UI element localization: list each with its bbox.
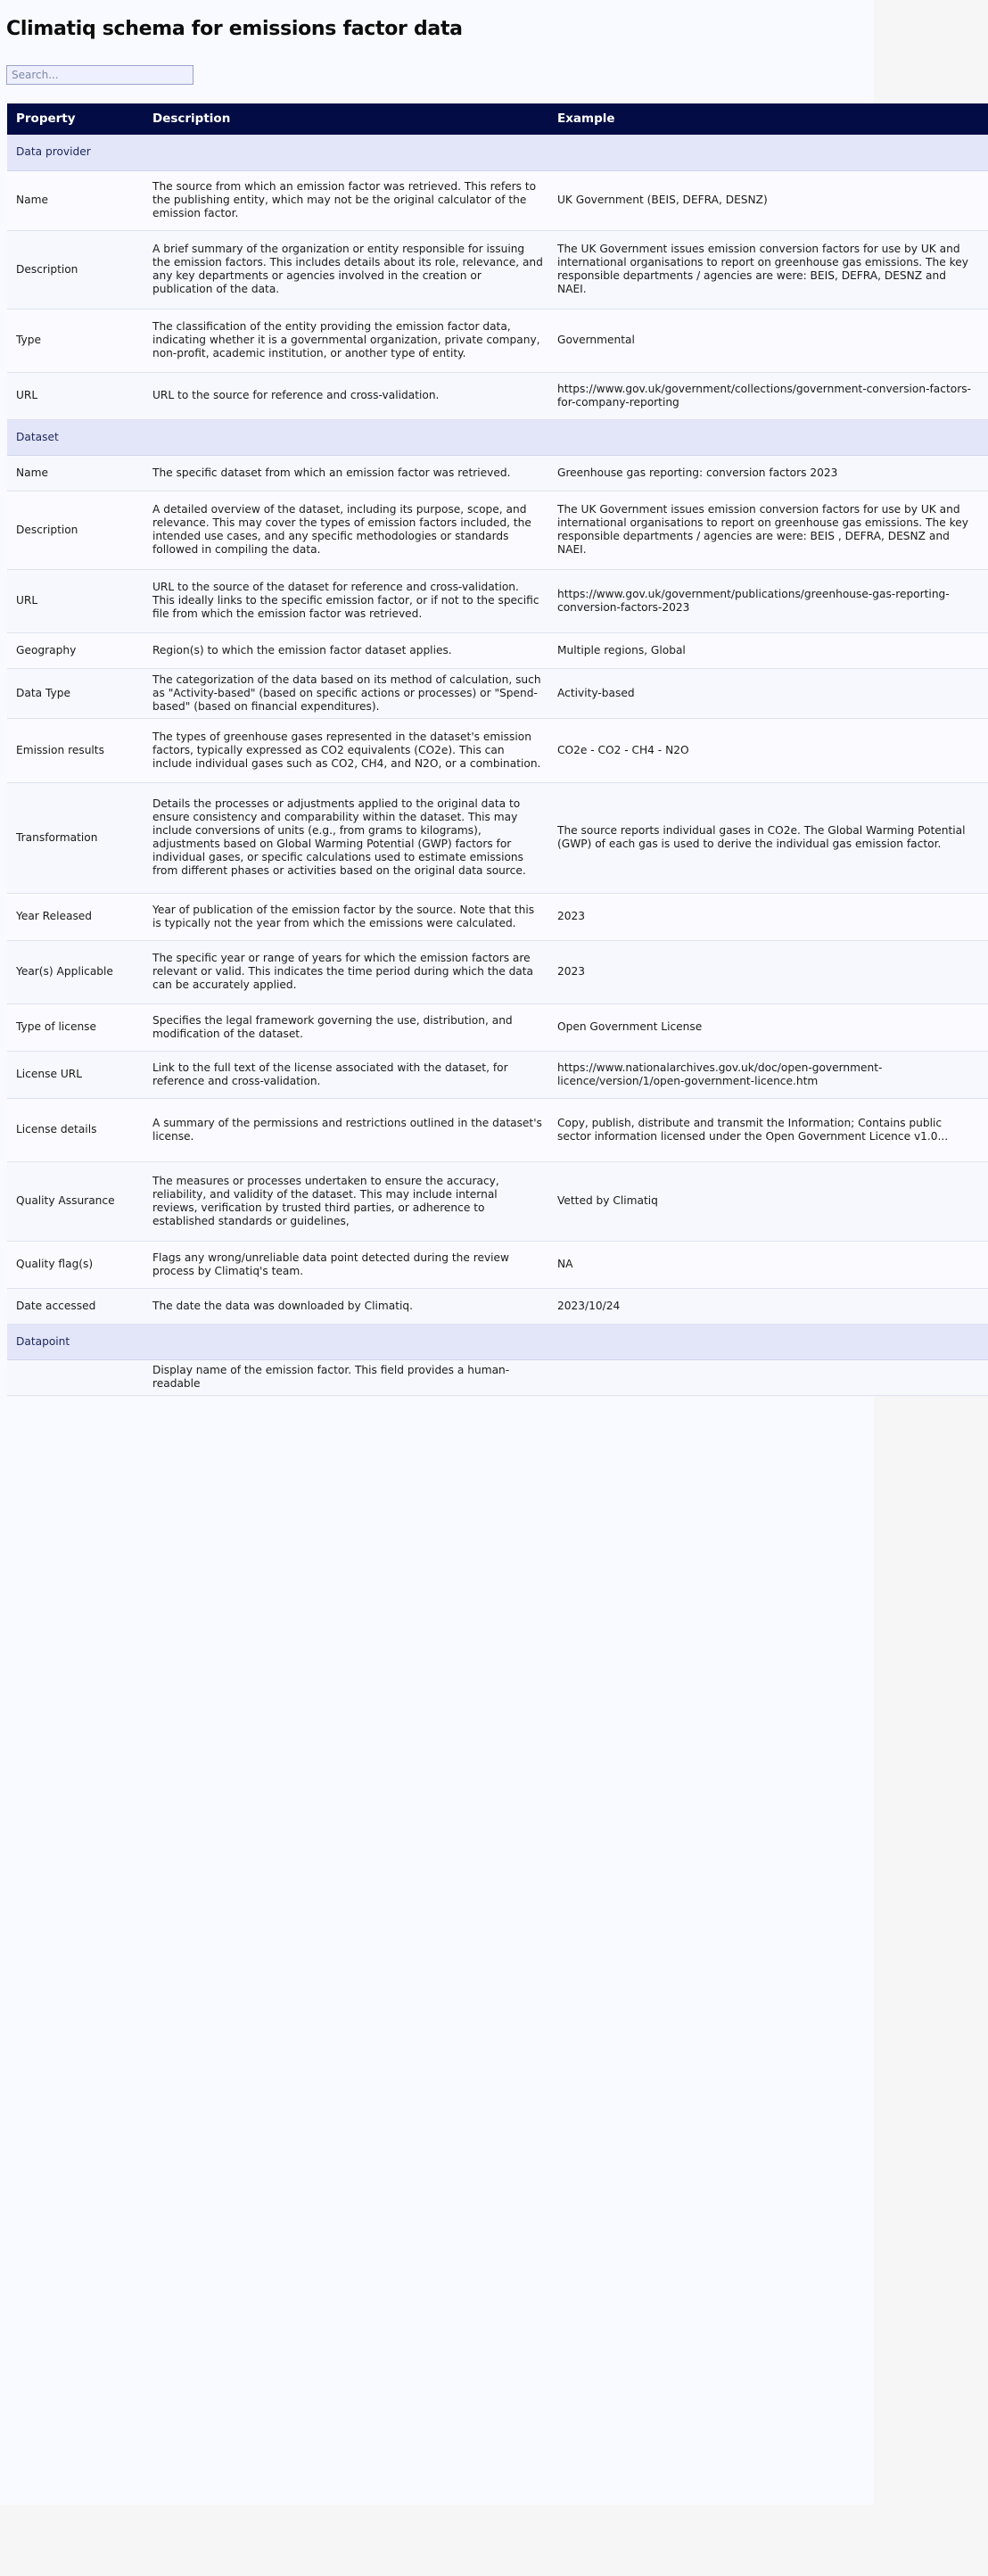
cell-property: Year(s) Applicable <box>7 940 144 1003</box>
cell-description: The specific dataset from which an emission factor was retrieved. <box>144 455 548 491</box>
section-label: Datapoint <box>7 1324 988 1359</box>
cell-description: Display name of the emission factor. This field provides a human-readable <box>144 1359 548 1395</box>
table-row <box>7 230 988 309</box>
cell-example-text: 2023/10/24 <box>557 1299 621 1312</box>
cell-example <box>548 491 988 569</box>
cell-example-text: CO2e - CO2 - CH4 - N2O <box>557 743 689 756</box>
section-header-row <box>7 419 988 455</box>
cell-example <box>548 1098 988 1161</box>
schema-table-container <box>7 103 971 1392</box>
cell-property: URL <box>7 569 144 632</box>
cell-example <box>548 718 988 782</box>
cell-property: Description <box>7 491 144 569</box>
cell-property: Quality Assurance <box>7 1161 144 1241</box>
column-header-description[interactable]: Description <box>144 103 548 135</box>
table-row <box>7 1098 988 1161</box>
cell-example <box>548 372 988 419</box>
cell-description: Year of publication of the emission factor by the source. Note that this is typically not the year from which the emissions were calculated. <box>144 893 548 940</box>
column-header-property[interactable]: Property <box>7 103 144 135</box>
cell-example <box>548 668 988 718</box>
cell-example <box>548 632 988 668</box>
cell-example-text: Vetted by Climatiq <box>557 1194 658 1207</box>
cell-description: URL to the source for reference and cross-validation. <box>144 372 548 419</box>
table-row <box>7 372 988 419</box>
cell-example-text: The UK Government issues emission conversion factors for use by UK and international organisations to report on greenhouse gas emissions. The key responsible departments / agencies are were: BEIS , DEFRA, DESNZ and NAEI. <box>557 503 968 556</box>
cell-property: Quality flag(s) <box>7 1241 144 1288</box>
cell-example-text: Activity-based <box>557 686 635 699</box>
cell-description: The specific year or range of years for which the emission factors are relevant or valid. This indicates the time period during which the data can be accurately applied. <box>144 940 548 1003</box>
cell-example <box>548 1288 988 1324</box>
cell-example-text: https://www.gov.uk/government/publications/greenhouse-gas-reporting-conversion-factors-2023 <box>557 587 950 614</box>
cell-property: Transformation <box>7 782 144 893</box>
cell-property: Name <box>7 170 144 230</box>
cell-property: Name <box>7 455 144 491</box>
cell-example <box>548 230 988 309</box>
cell-example-text: Greenhouse gas reporting: conversion factors 2023 <box>557 466 838 479</box>
cell-description: The source from which an emission factor was retrieved. This refers to the publishing entity, which may not be the original calculator of the emission factor. <box>144 170 548 230</box>
cell-description: URL to the source of the dataset for reference and cross-validation. This ideally links to the specific emission factor, or if not to the specific file from which the emission factor was retrieved. <box>144 569 548 632</box>
cell-example <box>548 569 988 632</box>
cell-example <box>548 782 988 893</box>
table-row <box>7 569 988 632</box>
table-row <box>7 170 988 230</box>
cell-example-text: The source reports individual gases in CO2e. The Global Warming Potential (GWP) of each gas is used to derive the individual gas emission factor. <box>557 824 966 850</box>
cell-description: The types of greenhouse gases represented in the dataset's emission factors, typically expressed as CO2 equivalents (CO2e). This can include individual gases such as CO2, CH4, and N2O, or a combination. <box>144 718 548 782</box>
section-header-row <box>7 1324 988 1359</box>
table-row <box>7 1051 988 1098</box>
table-row <box>7 632 988 668</box>
cell-property: URL <box>7 372 144 419</box>
cell-example <box>548 1241 988 1288</box>
cell-example-text: NA <box>557 1258 573 1270</box>
search-input[interactable] <box>6 65 193 85</box>
section-label: Dataset <box>7 419 988 455</box>
cell-example-text: Copy, publish, distribute and transmit the Information; Contains public sector information licensed under the Open Government Licence v1.0... <box>557 1116 949 1143</box>
cell-description: Link to the full text of the license associated with the dataset, for reference and cross-validation. <box>144 1051 548 1098</box>
cell-description: A summary of the permissions and restrictions outlined in the dataset's license. <box>144 1098 548 1161</box>
table-header-row <box>7 103 988 135</box>
cell-description: A detailed overview of the dataset, including its purpose, scope, and relevance. This may cover the types of emission factors included, the intended use cases, and any specific methodologies or standards followed in compiling the data. <box>144 491 548 569</box>
cell-example-text: UK Government (BEIS, DEFRA, DESNZ) <box>557 194 768 206</box>
cell-example-text: Governmental <box>557 334 635 346</box>
cell-example <box>548 309 988 372</box>
cell-property <box>7 1359 144 1395</box>
cell-property: Emission results <box>7 718 144 782</box>
cell-description: The date the data was downloaded by Climatiq. <box>144 1288 548 1324</box>
table-row <box>7 1241 988 1288</box>
cell-property: License URL <box>7 1051 144 1098</box>
table-row <box>7 455 988 491</box>
table-row <box>7 782 988 893</box>
cell-property: Description <box>7 230 144 309</box>
section-label: Data provider <box>7 135 988 170</box>
cell-example-text: Open Government License <box>557 1020 703 1033</box>
cell-property: Year Released <box>7 893 144 940</box>
cell-property: Data Type <box>7 668 144 718</box>
cell-example <box>548 1003 988 1051</box>
cell-property: Type <box>7 309 144 372</box>
table-row <box>7 668 988 718</box>
table-row <box>7 1288 988 1324</box>
table-row <box>7 940 988 1003</box>
cell-example <box>548 1359 988 1395</box>
cell-example <box>548 1161 988 1241</box>
cell-example <box>548 170 988 230</box>
table-row <box>7 1161 988 1241</box>
table-row <box>7 718 988 782</box>
cell-property: Date accessed <box>7 1288 144 1324</box>
cell-example-text: 2023 <box>557 910 586 922</box>
column-header-example[interactable]: Example <box>548 103 988 135</box>
cell-example-text: https://www.nationalarchives.gov.uk/doc/open-government-licence/version/1/open-government-licence.htm <box>557 1061 883 1087</box>
table-row <box>7 309 988 372</box>
cell-description: Details the processes or adjustments applied to the original data to ensure consistency and comparability within the dataset. This may include conversions of units (e.g., from grams to kilograms), adjustments based on Global Warming Potential (GWP) factors for individual gases, or specific calculations used to estimate emissions from different phases or activities based on the original data source. <box>144 782 548 893</box>
cell-example <box>548 1051 988 1098</box>
cell-description: The classification of the entity providing the emission factor data, indicating whether it is a governmental organization, private company, non-profit, academic institution, or another type of entity. <box>144 309 548 372</box>
cell-description: A brief summary of the organization or entity responsible for issuing the emission factors. This includes details about its role, relevance, and any key departments or agencies involved in the creation or publication of the data. <box>144 230 548 309</box>
cell-description: Flags any wrong/unreliable data point detected during the review process by Climatiq's team. <box>144 1241 548 1288</box>
table-row <box>7 1359 988 1395</box>
cell-description: Region(s) to which the emission factor dataset applies. <box>144 632 548 668</box>
cell-example <box>548 893 988 940</box>
cell-example-text: https://www.gov.uk/government/collections/government-conversion-factors-for-company-reporting <box>557 382 971 409</box>
table-row <box>7 491 988 569</box>
cell-description: Specifies the legal framework governing the use, distribution, and modification of the dataset. <box>144 1003 548 1051</box>
cell-property: License details <box>7 1098 144 1161</box>
cell-property: Geography <box>7 632 144 668</box>
cell-example <box>548 940 988 1003</box>
page-title: Climatiq schema for emissions factor data <box>6 18 463 40</box>
cell-example-text: The UK Government issues emission conversion factors for use by UK and international organisations to report on greenhouse gas emissions. The key responsible departments / agencies are were: BEIS, DEFRA, DESNZ and NAEI. <box>557 243 968 295</box>
section-header-row <box>7 135 988 170</box>
cell-description: The categorization of the data based on its method of calculation, such as "Activity-based" (based on specific actions or processes) or "Spend-based" (based on financial expenditures). <box>144 668 548 718</box>
table-row <box>7 893 988 940</box>
table-row <box>7 1003 988 1051</box>
cell-example <box>548 455 988 491</box>
schema-table <box>7 103 988 1396</box>
cell-description: The measures or processes undertaken to ensure the accuracy, reliability, and validity of the dataset. This may include internal reviews, verification by trusted third parties, or adherence to established standards or guidelines, <box>144 1161 548 1241</box>
cell-property: Type of license <box>7 1003 144 1051</box>
cell-example-text: Multiple regions, Global <box>557 643 686 656</box>
table-body <box>7 135 988 1395</box>
cell-example-text: 2023 <box>557 965 586 978</box>
